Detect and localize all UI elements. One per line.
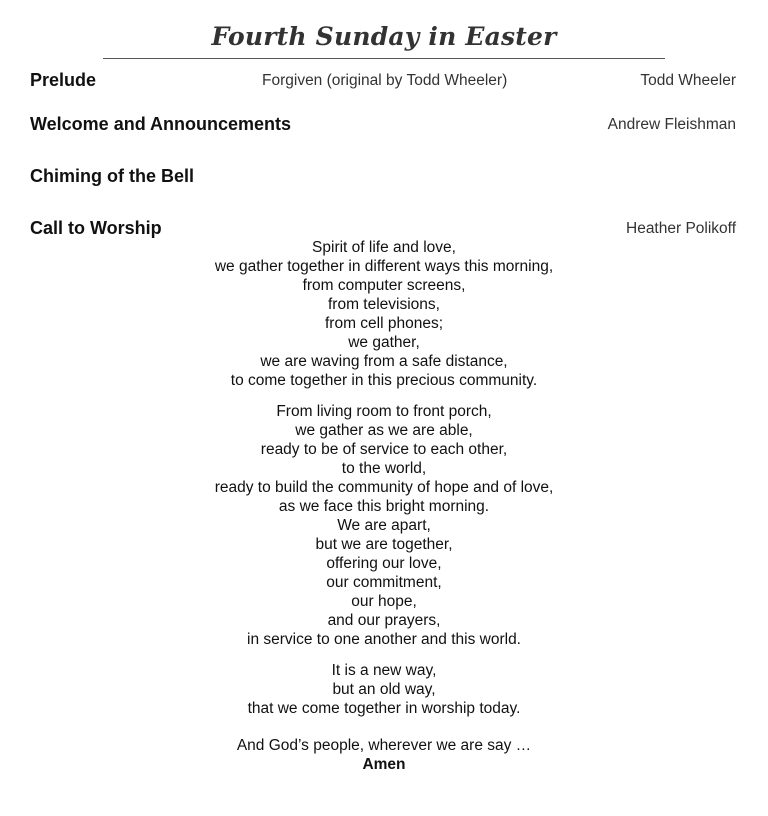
closing-prompt: And God’s people, wherever we are say … xyxy=(236,737,532,754)
welcome-heading: Welcome and Announcements xyxy=(30,114,292,134)
litany-line: From living room to front porch, xyxy=(276,403,492,420)
litany-line: It is a new way, xyxy=(331,662,437,679)
chiming-heading: Chiming of the Bell xyxy=(30,166,194,186)
title-divider xyxy=(103,58,665,59)
litany-line: to the world, xyxy=(341,460,427,477)
litany-line: Spirit of life and love, xyxy=(312,239,456,256)
call-to-worship-heading: Call to Worship xyxy=(30,218,162,238)
stanza-2 xyxy=(0,402,768,649)
litany-line: offering our love, xyxy=(326,555,442,572)
litany-line: but an old way, xyxy=(332,681,436,698)
litany-line: ready to be of service to each other, xyxy=(260,441,508,458)
litany-line: from computer screens, xyxy=(302,277,466,294)
prelude-heading: Prelude xyxy=(30,70,97,90)
order-item-chiming xyxy=(30,166,736,190)
litany-line: ready to build the community of hope and of love, xyxy=(214,479,554,496)
call-to-worship-leader: Heather Polikoff xyxy=(626,220,736,237)
litany-line: that we come together in worship today. xyxy=(247,700,521,717)
prelude-piece-title: Forgiven (original by Todd Wheeler) xyxy=(262,72,508,89)
welcome-leader: Andrew Fleishman xyxy=(607,116,736,133)
litany-line: we gather, xyxy=(348,334,420,351)
litany-line: as we face this bright morning. xyxy=(278,498,490,515)
litany-line: but we are together, xyxy=(315,536,453,553)
litany-line: we gather together in different ways this morning, xyxy=(214,258,554,275)
litany-line: our hope, xyxy=(351,593,417,610)
order-item-welcome xyxy=(30,114,736,138)
litany-line: and our prayers, xyxy=(327,612,441,629)
litany-line: from televisions, xyxy=(328,296,440,313)
litany-line: we gather as we are able, xyxy=(295,422,473,439)
stanza-3 xyxy=(0,661,768,718)
litany-line: from cell phones; xyxy=(324,315,444,332)
order-item-prelude xyxy=(30,70,736,94)
litany-line: in service to one another and this world. xyxy=(247,631,521,648)
page-title: Fourth Sunday in Easter xyxy=(211,22,557,51)
litany-line: we are waving from a safe distance, xyxy=(260,353,508,370)
litany-line: to come together in this precious community. xyxy=(230,372,538,389)
prelude-leader: Todd Wheeler xyxy=(640,72,736,89)
call-to-worship-text xyxy=(0,238,768,774)
litany-line: our commitment, xyxy=(326,574,442,591)
congregation-response: Amen xyxy=(362,756,406,773)
litany-line: We are apart, xyxy=(337,517,431,534)
stanza-1 xyxy=(0,238,768,390)
